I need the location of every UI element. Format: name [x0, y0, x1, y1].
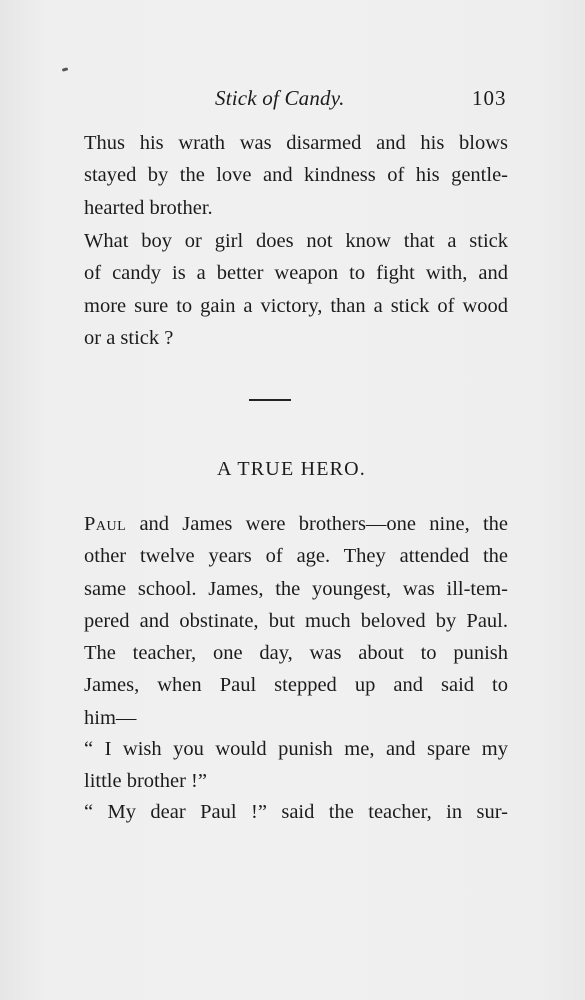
- text-line: James, when Paul stepped up and said to: [84, 674, 508, 697]
- text-line: “ My dear Paul !” said the teacher, in sur-: [84, 801, 508, 823]
- section-heading: [0, 458, 585, 481]
- text-fragment: and James were brothers—one nine, the: [126, 513, 508, 535]
- paragraph-paul-and-james: [84, 508, 508, 734]
- running-head: [0, 86, 585, 114]
- text-line: or a stick ?: [84, 326, 174, 349]
- text-line: “ I wish you would punish me, and spare my: [84, 738, 508, 760]
- ink-speck: [62, 67, 69, 71]
- section-divider: [249, 399, 291, 401]
- text-line: stayed by the love and kindness of his gentle-: [84, 164, 508, 187]
- paragraph-wrath-disarmed: [84, 127, 508, 224]
- text-line: little brother !”: [84, 770, 207, 793]
- text-line: Thus his wrath was disarmed and his blows: [84, 132, 508, 154]
- text-line: of candy is a better weapon to fight with, and: [84, 262, 508, 285]
- running-title: Stick of Candy.: [215, 86, 345, 110]
- text-line: other twelve years of age. They attended the: [84, 545, 508, 568]
- small-caps-word: Paul: [84, 513, 127, 535]
- paragraph-punish-me: [84, 733, 508, 798]
- text-line: hearted brother.: [84, 196, 213, 219]
- text-line: The teacher, one day, was about to punish: [84, 642, 508, 665]
- paragraph-my-dear-paul: [84, 796, 508, 828]
- text-line: What boy or girl does not know that a stick: [84, 230, 508, 252]
- text-line: [84, 508, 508, 540]
- page-number: 103: [472, 86, 507, 110]
- paragraph-stick-of-candy: [84, 225, 508, 354]
- text-line: more sure to gain a victory, than a stick of wood: [84, 294, 508, 317]
- text-line: pered and obstinate, but much beloved by Paul.: [84, 609, 508, 632]
- text-line: him—: [84, 706, 137, 729]
- section-heading-text: A TRUE HERO.: [216, 458, 367, 480]
- text-line: same school. James, the youngest, was ill-tem-: [84, 577, 508, 600]
